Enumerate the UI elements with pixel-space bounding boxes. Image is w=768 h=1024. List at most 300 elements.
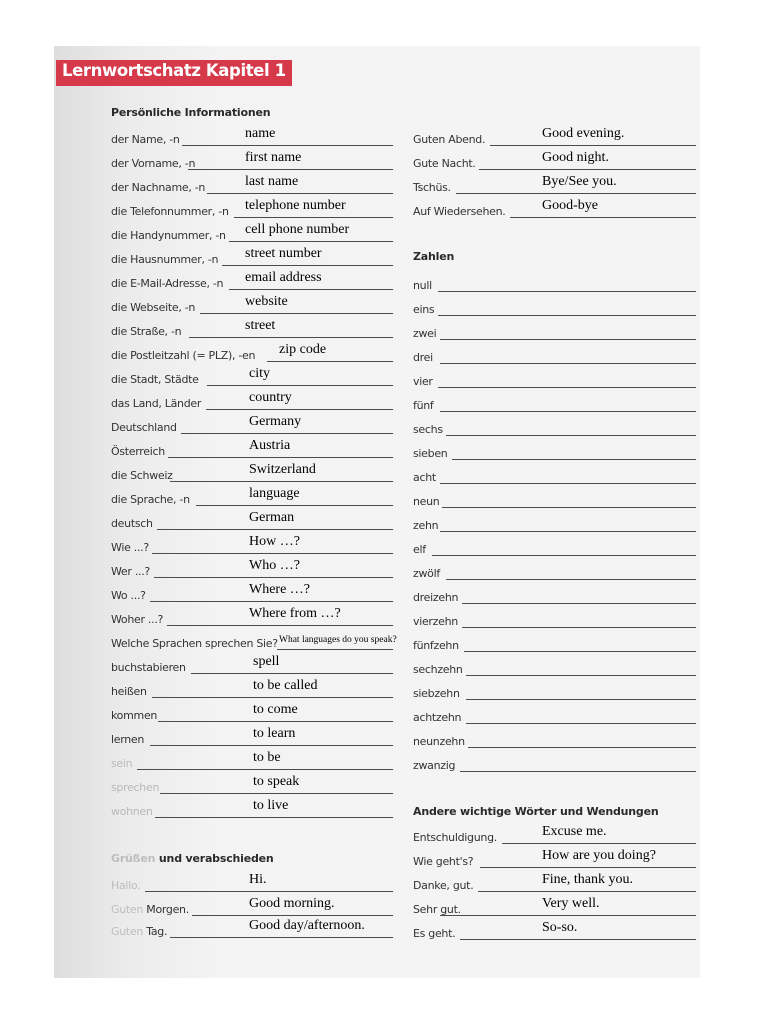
vocab-item-german [111, 517, 153, 530]
vocab-item-german-text: Wie ...? [111, 541, 149, 554]
number-item-german-text: vierzehn [413, 615, 458, 628]
number-item-answer-line[interactable] [440, 531, 696, 532]
vocab-item-answer-line[interactable] [158, 721, 393, 722]
number-item-answer-line[interactable] [440, 363, 696, 364]
vocab-item-german [111, 613, 163, 626]
vocab-item-german [111, 205, 229, 218]
number-item-answer-line[interactable] [466, 699, 696, 700]
vocab-item-row [111, 728, 393, 750]
greeting-item-german-faded: Guten [111, 925, 144, 938]
vocab-item-german [111, 325, 181, 338]
number-item-row [413, 490, 696, 512]
vocab-item-answer-line[interactable] [207, 193, 393, 194]
farewell-item-answer-line[interactable] [479, 169, 696, 170]
number-item-row [413, 322, 696, 344]
vocab-item-answer-line[interactable] [189, 337, 393, 338]
vocab-item-row [111, 344, 393, 366]
vocab-item-german [111, 709, 157, 722]
phrase-item-english: How are you doing? [542, 848, 656, 863]
vocab-item-row [111, 440, 393, 462]
vocab-item-german [111, 421, 177, 434]
phrase-item-german-text: Danke, gut. [413, 879, 474, 892]
number-item-german-text: zwei [413, 327, 437, 340]
vocab-item-german [111, 805, 153, 818]
vocab-item-row [111, 296, 393, 318]
vocab-item-english: to learn [253, 726, 296, 741]
number-item-answer-line[interactable] [438, 291, 696, 292]
vocab-item-english: Austria [249, 438, 291, 453]
vocab-item-german-text: buchstabieren [111, 661, 186, 674]
vocab-item-row [111, 200, 393, 222]
number-item-german [413, 519, 438, 532]
vocab-item-english: cell phone number [245, 222, 350, 237]
vocab-item-german [111, 733, 144, 746]
vocab-item-german [111, 133, 180, 146]
greeting-item-german-text: Morgen. [143, 903, 189, 916]
farewell-item-english: Good evening. [542, 126, 625, 141]
vocab-item-german-text: die Postleitzahl (= PLZ), -en [111, 349, 256, 362]
greeting-item-german [111, 903, 189, 916]
vocab-item-german [111, 589, 146, 602]
vocab-item-row [111, 632, 397, 654]
number-item-german-text: achtzehn [413, 711, 462, 724]
vocab-item-german-text: Wo ...? [111, 589, 146, 602]
greeting-item-german-text: Tag. [143, 925, 168, 938]
vocab-item-german [111, 229, 226, 242]
vocab-item-german [111, 181, 205, 194]
vocab-item-german-text: die Sprache, -n [111, 493, 190, 506]
vocab-item-german-text: der Vorname, -n [111, 157, 196, 170]
number-item-german [413, 615, 458, 628]
vocab-item-german-text: wohnen [111, 805, 153, 818]
vocab-item-english: to be [253, 750, 281, 765]
vocab-item-english: to come [253, 702, 298, 717]
vocab-item-german-text: die Schweiz [111, 469, 173, 482]
vocab-item-german [111, 469, 173, 482]
vocab-item-answer-line[interactable] [207, 385, 393, 386]
number-item-german-text: zehn [413, 519, 439, 532]
vocab-item-german-text: deutsch [111, 517, 153, 530]
vocab-item-answer-line[interactable] [191, 673, 393, 674]
farewell-item-german [413, 133, 485, 146]
vocab-item-german-text: das Land, Länder [111, 397, 202, 410]
number-item-answer-line[interactable] [438, 387, 696, 388]
greeting-item-row [111, 920, 393, 942]
vocab-item-english: language [249, 486, 300, 501]
number-item-answer-line[interactable] [440, 411, 696, 412]
greeting-item-english: Good morning. [249, 896, 335, 911]
number-item-german [413, 351, 433, 364]
section-heading-numbers [413, 250, 454, 263]
number-item-row [413, 538, 696, 560]
vocab-item-german [111, 397, 201, 410]
vocab-item-answer-line[interactable] [234, 217, 393, 218]
vocab-item-answer-line[interactable] [277, 649, 393, 650]
number-item-row [413, 514, 696, 536]
vocab-item-row [111, 512, 393, 534]
farewell-item-row [413, 176, 696, 198]
farewell-item-german [413, 205, 506, 218]
number-item-german [413, 303, 434, 316]
number-item-row [413, 394, 696, 416]
vocab-item-answer-line[interactable] [154, 577, 393, 578]
greeting-item-answer-line[interactable] [170, 937, 393, 938]
vocab-item-english: to live [253, 798, 289, 813]
vocab-item-german-text: Wer ...? [111, 565, 150, 578]
section-heading-greetings-text: und verabschieden [155, 852, 274, 865]
vocab-item-answer-line[interactable] [229, 289, 393, 290]
farewell-item-english: Good-bye [542, 198, 598, 213]
greeting-item-row [111, 874, 393, 896]
vocab-item-english: telephone number [245, 198, 346, 213]
number-item-german [413, 759, 455, 772]
phrase-item-english: So-so. [542, 920, 578, 935]
vocab-item-english: Where from …? [249, 606, 341, 621]
number-item-german [413, 447, 447, 460]
vocab-item-german [111, 277, 223, 290]
farewell-item-row [413, 200, 696, 222]
number-item-row [413, 562, 696, 584]
number-item-row [413, 442, 696, 464]
number-item-german-text: elf [413, 543, 426, 556]
vocab-item-row [111, 128, 393, 150]
section-heading-greetings [111, 852, 274, 865]
farewell-item-english: Good night. [542, 150, 609, 165]
vocab-item-english: to speak [253, 774, 300, 789]
farewell-item-answer-line[interactable] [510, 217, 696, 218]
vocab-item-german-text: Österreich [111, 445, 165, 458]
phrase-item-answer-line[interactable] [460, 939, 696, 940]
farewell-item-german-text: Guten Abend. [413, 133, 486, 146]
number-item-row [413, 706, 696, 728]
vocab-item-german [111, 253, 218, 266]
number-item-german [413, 471, 436, 484]
number-item-answer-line[interactable] [464, 651, 696, 652]
number-item-answer-line[interactable] [460, 771, 696, 772]
vocab-item-german [111, 565, 150, 578]
number-item-row [413, 346, 696, 368]
vocab-item-german [111, 349, 255, 362]
greeting-item-answer-line[interactable] [145, 891, 393, 892]
number-item-answer-line[interactable] [442, 507, 696, 508]
vocab-item-english: German [249, 510, 295, 525]
section-heading-other [413, 805, 658, 818]
vocab-item-answer-line[interactable] [206, 409, 393, 410]
vocab-item-german-text: die E-Mail-Adresse, -n [111, 277, 224, 290]
vocab-item-german-text: die Webseite, -n [111, 301, 196, 314]
number-item-row [413, 658, 696, 680]
vocab-item-german [111, 637, 278, 650]
vocab-item-german-text: der Nachname, -n [111, 181, 206, 194]
vocab-item-answer-line[interactable] [182, 145, 393, 146]
vocab-item-row [111, 536, 393, 558]
number-item-row [413, 586, 696, 608]
vocab-item-row [111, 704, 393, 726]
number-item-german-text: siebzehn [413, 687, 460, 700]
vocab-item-german [111, 445, 165, 458]
vocab-item-answer-line[interactable] [155, 817, 393, 818]
phrase-item-german [413, 831, 497, 844]
vocab-item-english: to be called [253, 678, 318, 693]
vocab-item-row [111, 248, 393, 270]
vocab-item-english: city [249, 366, 270, 381]
greeting-item-german-faded: Guten [111, 903, 144, 916]
vocab-item-answer-line[interactable] [222, 265, 393, 266]
greeting-item-german [111, 925, 167, 938]
vocab-item-german-text: lernen [111, 733, 145, 746]
vocab-item-answer-line[interactable] [137, 769, 393, 770]
vocab-item-row [111, 416, 393, 438]
phrase-item-german-text: Wie geht's? [413, 855, 474, 868]
number-item-row [413, 466, 696, 488]
vocab-item-answer-line[interactable] [229, 241, 393, 242]
phrase-item-row [413, 826, 696, 848]
vocab-item-german-text: Woher ...? [111, 613, 164, 626]
number-item-german [413, 495, 439, 508]
number-item-german-text: dreizehn [413, 591, 459, 604]
number-item-row [413, 634, 696, 656]
section-heading-numbers-text: Zahlen [413, 250, 455, 263]
phrase-item-answer-line[interactable] [502, 843, 696, 844]
farewell-item-answer-line[interactable] [456, 193, 696, 194]
greeting-item-german-faded: Hallo. [111, 879, 141, 892]
vocab-item-english: street number [245, 246, 322, 261]
title-banner [56, 60, 292, 86]
section-heading-personal [111, 106, 270, 119]
number-item-answer-line[interactable] [440, 339, 696, 340]
page-title: Lernwortschatz Kapitel 1 [62, 61, 286, 80]
number-item-answer-line[interactable] [462, 627, 696, 628]
farewell-item-german [413, 181, 451, 194]
greeting-item-row [111, 898, 393, 920]
vocab-item-german-text: die Telefonnummer, -n [111, 205, 229, 218]
number-item-answer-line[interactable] [440, 483, 696, 484]
vocab-item-german [111, 541, 149, 554]
vocab-item-german-text: der Name, -n [111, 133, 180, 146]
vocab-item-answer-line[interactable] [157, 529, 393, 530]
number-item-german [413, 423, 443, 436]
number-item-german [413, 591, 458, 604]
vocab-item-row [111, 680, 393, 702]
vocab-item-german-text: sein [111, 757, 133, 770]
number-item-answer-line[interactable] [438, 315, 696, 316]
phrase-item-german-text: Entschuldigung. [413, 831, 497, 844]
farewell-item-german [413, 157, 476, 170]
vocab-item-row [111, 776, 393, 798]
number-item-german-text: null [413, 279, 432, 292]
vocab-item-german [111, 157, 195, 170]
number-item-german [413, 711, 461, 724]
vocab-item-row [111, 176, 393, 198]
number-item-row [413, 370, 696, 392]
vocab-item-answer-line[interactable] [181, 433, 393, 434]
vocab-item-answer-line[interactable] [152, 553, 393, 554]
number-item-row [413, 730, 696, 752]
vocab-item-row [111, 224, 393, 246]
number-item-german [413, 375, 433, 388]
number-item-german [413, 327, 436, 340]
number-item-german-text: fünf [413, 399, 434, 412]
section-heading-personal-text: Persönliche Informationen [111, 106, 271, 119]
greeting-item-german [111, 879, 140, 892]
vocab-item-english: last name [245, 174, 299, 189]
number-item-german [413, 687, 460, 700]
number-item-row [413, 274, 696, 296]
vocab-item-answer-line[interactable] [170, 481, 393, 482]
vocab-item-answer-line[interactable] [150, 745, 393, 746]
number-item-answer-line[interactable] [452, 459, 696, 460]
vocab-item-row [111, 560, 393, 582]
vocab-item-row [111, 320, 393, 342]
number-item-answer-line[interactable] [446, 579, 696, 580]
farewell-item-english: Bye/See you. [542, 174, 617, 189]
section-heading-greetings-faded: Grüßen [111, 852, 156, 865]
number-item-row [413, 298, 696, 320]
vocab-item-german [111, 661, 186, 674]
vocab-item-row [111, 584, 393, 606]
vocab-item-english: How …? [249, 534, 300, 549]
phrase-item-answer-line[interactable] [440, 915, 696, 916]
phrase-item-answer-line[interactable] [478, 891, 696, 892]
number-item-row [413, 610, 696, 632]
vocab-item-row [111, 152, 393, 174]
vocab-item-german-text: Deutschland [111, 421, 177, 434]
vocab-item-row [111, 272, 393, 294]
greeting-item-english: Good day/afternoon. [249, 918, 365, 933]
vocab-item-german-text: die Handynummer, -n [111, 229, 226, 242]
vocab-item-row [111, 464, 393, 486]
section-heading-other-text: Andere wichtige Wörter und Wendungen [413, 805, 659, 818]
vocab-item-english: spell [253, 654, 280, 669]
vocab-item-german [111, 781, 159, 794]
vocab-item-english: zip code [279, 342, 327, 357]
vocab-item-english: Switzerland [249, 462, 316, 477]
vocab-item-german [111, 685, 147, 698]
greeting-item-answer-line[interactable] [192, 915, 393, 916]
vocab-item-answer-line[interactable] [167, 625, 393, 626]
number-item-german-text: neunzehn [413, 735, 465, 748]
farewell-item-row [413, 128, 696, 150]
number-item-german [413, 735, 465, 748]
vocab-item-english: first name [245, 150, 302, 165]
vocab-item-answer-line[interactable] [150, 601, 393, 602]
vocab-item-english: street [245, 318, 276, 333]
vocab-item-german [111, 757, 132, 770]
vocab-item-german [111, 301, 195, 314]
number-item-row [413, 418, 696, 440]
number-item-german-text: drei [413, 351, 433, 364]
phrase-item-german-text: Es geht. [413, 927, 456, 940]
vocab-item-english: What languages do you speak? [279, 635, 397, 645]
vocab-item-answer-line[interactable] [196, 505, 393, 506]
vocab-item-english: Who …? [249, 558, 300, 573]
farewell-item-german-text: Gute Nacht. [413, 157, 476, 170]
vocab-item-row [111, 608, 393, 630]
phrase-item-answer-line[interactable] [480, 867, 696, 868]
vocab-item-german-text: die Stadt, Städte [111, 373, 199, 386]
number-item-german [413, 639, 459, 652]
vocab-item-german [111, 373, 199, 386]
phrase-item-english: Excuse me. [542, 824, 607, 839]
number-item-german [413, 567, 440, 580]
farewell-item-german-text: Auf Wiedersehen. [413, 205, 506, 218]
vocab-item-english: website [245, 294, 288, 309]
number-item-answer-line[interactable] [446, 435, 696, 436]
vocab-item-row [111, 368, 393, 390]
phrase-item-row [413, 874, 696, 896]
number-item-answer-line[interactable] [462, 603, 696, 604]
farewell-item-german-text: Tschüs. [413, 181, 451, 194]
number-item-german [413, 399, 434, 412]
vocab-item-row [111, 752, 393, 774]
number-item-german-text: zwanzig [413, 759, 456, 772]
vocab-item-german-text: kommen [111, 709, 158, 722]
number-item-german-text: acht [413, 471, 436, 484]
vocab-item-german-text: die Hausnummer, -n [111, 253, 219, 266]
vocab-item-row [111, 800, 393, 822]
phrase-item-german [413, 855, 473, 868]
number-item-german-text: zwölf [413, 567, 440, 580]
vocab-item-german-text: Welche Sprachen sprechen Sie? [111, 637, 278, 650]
number-item-german-text: sechzehn [413, 663, 463, 676]
number-item-answer-line[interactable] [432, 555, 696, 556]
farewell-item-row [413, 152, 696, 174]
number-item-german-text: neun [413, 495, 440, 508]
vocab-item-german-text: die Straße, -n [111, 325, 182, 338]
vocab-item-german-text: heißen [111, 685, 147, 698]
number-item-german-text: vier [413, 375, 433, 388]
number-item-answer-line[interactable] [468, 747, 696, 748]
phrase-item-german [413, 927, 455, 940]
number-item-german [413, 543, 426, 556]
number-item-german-text: fünfzehn [413, 639, 459, 652]
greeting-item-english: Hi. [249, 872, 267, 887]
phrase-item-english: Fine, thank you. [542, 872, 633, 887]
vocab-item-answer-line[interactable] [188, 169, 393, 170]
vocab-item-english: email address [245, 270, 322, 285]
vocab-item-answer-line[interactable] [152, 697, 393, 698]
vocab-item-english: Where …? [249, 582, 311, 597]
vocab-item-row [111, 392, 393, 414]
vocab-item-row [111, 656, 393, 678]
vocab-item-german [111, 493, 190, 506]
vocab-item-german-text: sprechen [111, 781, 160, 794]
number-item-german [413, 279, 432, 292]
phrase-item-row [413, 898, 696, 920]
number-item-answer-line[interactable] [466, 675, 696, 676]
number-item-answer-line[interactable] [466, 723, 696, 724]
number-item-row [413, 754, 696, 776]
vocab-item-answer-line[interactable] [267, 361, 393, 362]
number-item-german [413, 663, 463, 676]
number-item-row [413, 682, 696, 704]
phrase-item-row [413, 922, 696, 944]
vocab-item-english: Germany [249, 414, 302, 429]
phrase-item-german-text: Sehr gut. [413, 903, 461, 916]
number-item-german-text: sechs [413, 423, 443, 436]
number-item-german-text: sieben [413, 447, 448, 460]
phrase-item-english: Very well. [542, 896, 600, 911]
phrase-item-row [413, 850, 696, 872]
vocab-item-answer-line[interactable] [168, 457, 393, 458]
vocab-item-answer-line[interactable] [200, 313, 393, 314]
vocab-item-answer-line[interactable] [160, 793, 393, 794]
farewell-item-answer-line[interactable] [490, 145, 696, 146]
phrase-item-german [413, 879, 473, 892]
vocab-item-row [111, 488, 393, 510]
number-item-german-text: eins [413, 303, 435, 316]
vocab-item-english: name [245, 126, 276, 141]
